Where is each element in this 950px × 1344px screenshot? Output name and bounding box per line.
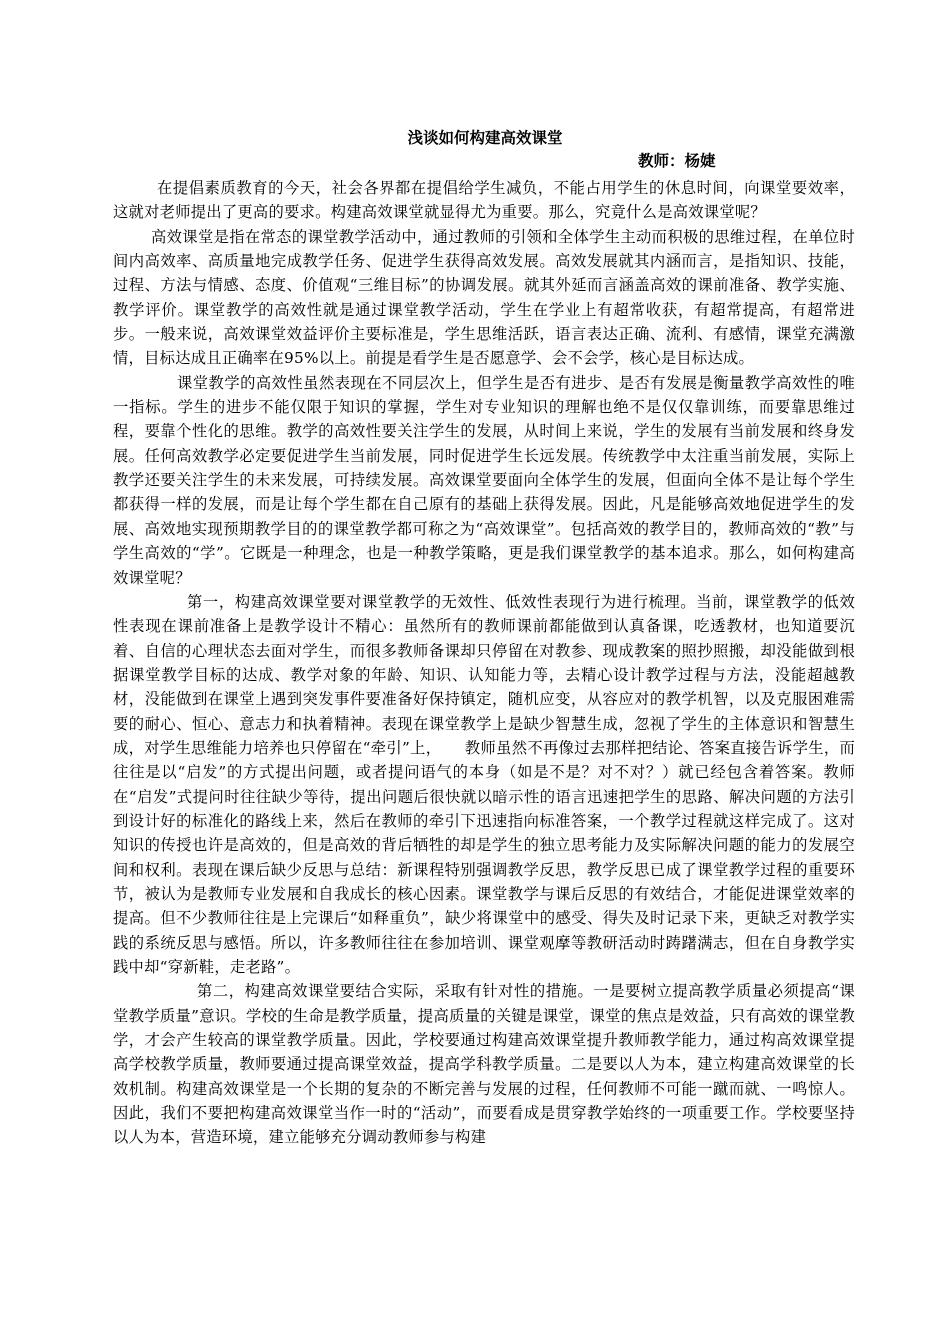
paragraph-intro: 在提倡素质教育的今天，社会各界都在提倡给学生减负，不能占用学生的休息时间，向课堂要效率，这就对老师提出了更高的要求。构建高效课堂就显得尤为重要。那么，究竟什么是高效课堂呢？ (113, 179, 855, 222)
paragraph-efficiency: 课堂教学的高效性虽然表现在不同层次上，但学生是否有进步、是否有发展是衡量教学高效性的唯一指标。学生的进步不能仅限于知识的掌握，学生对专业知识的理解也绝不是仅仅靠训练，而要靠思维过程，要靠个性化的思维。教学的高效性要关注学生的发展，从时间上来说，学生的发展有当前发展和终身发展。任何高效教学必定要促进学生当前发展，同时促进学生长远发展。传统教学中太注重当前发展，实际上教学还要关注学生的未来发展，可持续发展。高效课堂要面向全体学生的发展，但面向全体不是让每个学生都获得一样的发展，而是让每个学生都在自己原有的基础上获得发展。因此，凡是能够高效地促进学生的发展、高效地实现预期教学目的的课堂教学都可称之为“高效课堂”。包括高效的教学目的，教师高效的“教”与学生高效的“学”。它既是一种理念，也是一种教学策略，更是我们课堂教学的基本追求。那么，如何构建高效课堂呢？ (113, 373, 855, 587)
paragraph-second-point: 第二，构建高效课堂要结合实际，采取有针对性的措施。一是要树立提高教学质量必须提高“课堂教学质量”意识。学校的生命是教学质量，提高质量的关键是课堂，课堂的焦点是效益，只有高效的课堂教学，才会产生较高的课堂教学质量。因此，学校要通过构建高效课堂提升教师教学能力，通过构高效课堂提高学校教学质量，教师要通过提高课堂效益，提高学科教学质量。二是要以人为本，建立构建高效课堂的长效机制。构建高效课堂是一个长期的复杂的不断完善与发展的过程，任何教师不可能一蹴而就、一鸣惊人。因此，我们不要把构建高效课堂当作一时的“活动”，而要看成是贯穿教学始终的一项重要工作。学校要坚持以人为本，营造环境，建立能够充分调动教师参与构建 (113, 982, 855, 1147)
paragraph-first-point: 第一，构建高效课堂要对课堂教学的无效性、低效性表现行为进行梳理。当前，课堂教学的低效性表现在课前准备上是教学设计不精心：虽然所有的教师课前都能做到认真备课，吃透教材，也知道要沉着、自信的心理状态去面对学生，而很多教师备课却只停留在对教参、现成教案的照抄照搬，却没能做到根据课堂教学目标的达成、教学对象的年龄、知识、认知能力等，去精心设计教学过程与方法，没能超越教材，没能做到在课堂上遇到突发事件要准备好保持镇定，随机应变，从容应对的教学机智，以及克服困难需要的耐心、恒心、意志力和执着精神。表现在课堂教学上是缺少智慧生成，忽视了学生的主体意识和智慧生成，对学生思维能力培养也只停留在“牵引”上， 教师虽然不再像过去那样把结论、答案直接告诉学生，而往往是以“启发”的方式提出问题，或者提问语气的本身（如是不是？对不对？）就已经包含着答案。教师在“启发”式提问时往往缺少等待，提出问题后很快就以暗示性的语言迅速把学生的思路、解决问题的方法引到设计好的标准化的路线上来，然后在教师的牵引下迅速指向标准答案，一个教学过程就这样完成了。这对知识的传授也许是高效的，但是高效的背后牺牲的却是学生的独立思考能力及实际解决问题的能力的发展空间和权利。表现在课后缺少反思与总结：新课程特别强调教学反思，教学反思已成了课堂教学过程的重要环节，被认为是教师专业发展和自我成长的核心因素。课堂教学与课后反思的有效结合，才能促进课堂效率的提高。但不少教师往往是上完课后“如释重负”，缺少将课堂中的感受、得失及时记录下来，更缺乏对教学实践的系统反思与感悟。所以，许多教师往往在参加培训、课堂观摩等教研活动时踌躇满志，但在自身教学实践中却“穿新鞋，走老路”。 (113, 592, 855, 976)
paragraph-definition: 高效课堂是指在常态的课堂教学活动中，通过教师的引领和全体学生主动而积极的思维过程，在单位时间内高效率、高质量地完成教学任务、促进学生获得高效发展。高效发展就其内涵而言，是指知识、技能，过程、方法与情感、态度、价值观“三维目标”的协调发展。就其外延而言涵盖高效的课前准备、教学实施、教学评价。课堂教学的高效性就是通过课堂教学活动，学生在学业上有超常收获，有超常提高，有超常进步。一般来说，高效课堂效益评价主要标准是，学生思维活跃，语言表达正确、流利、有感情，课堂充满激情，目标达成且正确率在95%以上。前提是看学生是否愿意学、会不会学，核心是目标达成。 (113, 227, 855, 368)
document-title: 浅谈如何构建高效课堂 (407, 129, 563, 147)
document-body (113, 176, 855, 1150)
author-line: 教师：杨婕 (638, 152, 716, 170)
